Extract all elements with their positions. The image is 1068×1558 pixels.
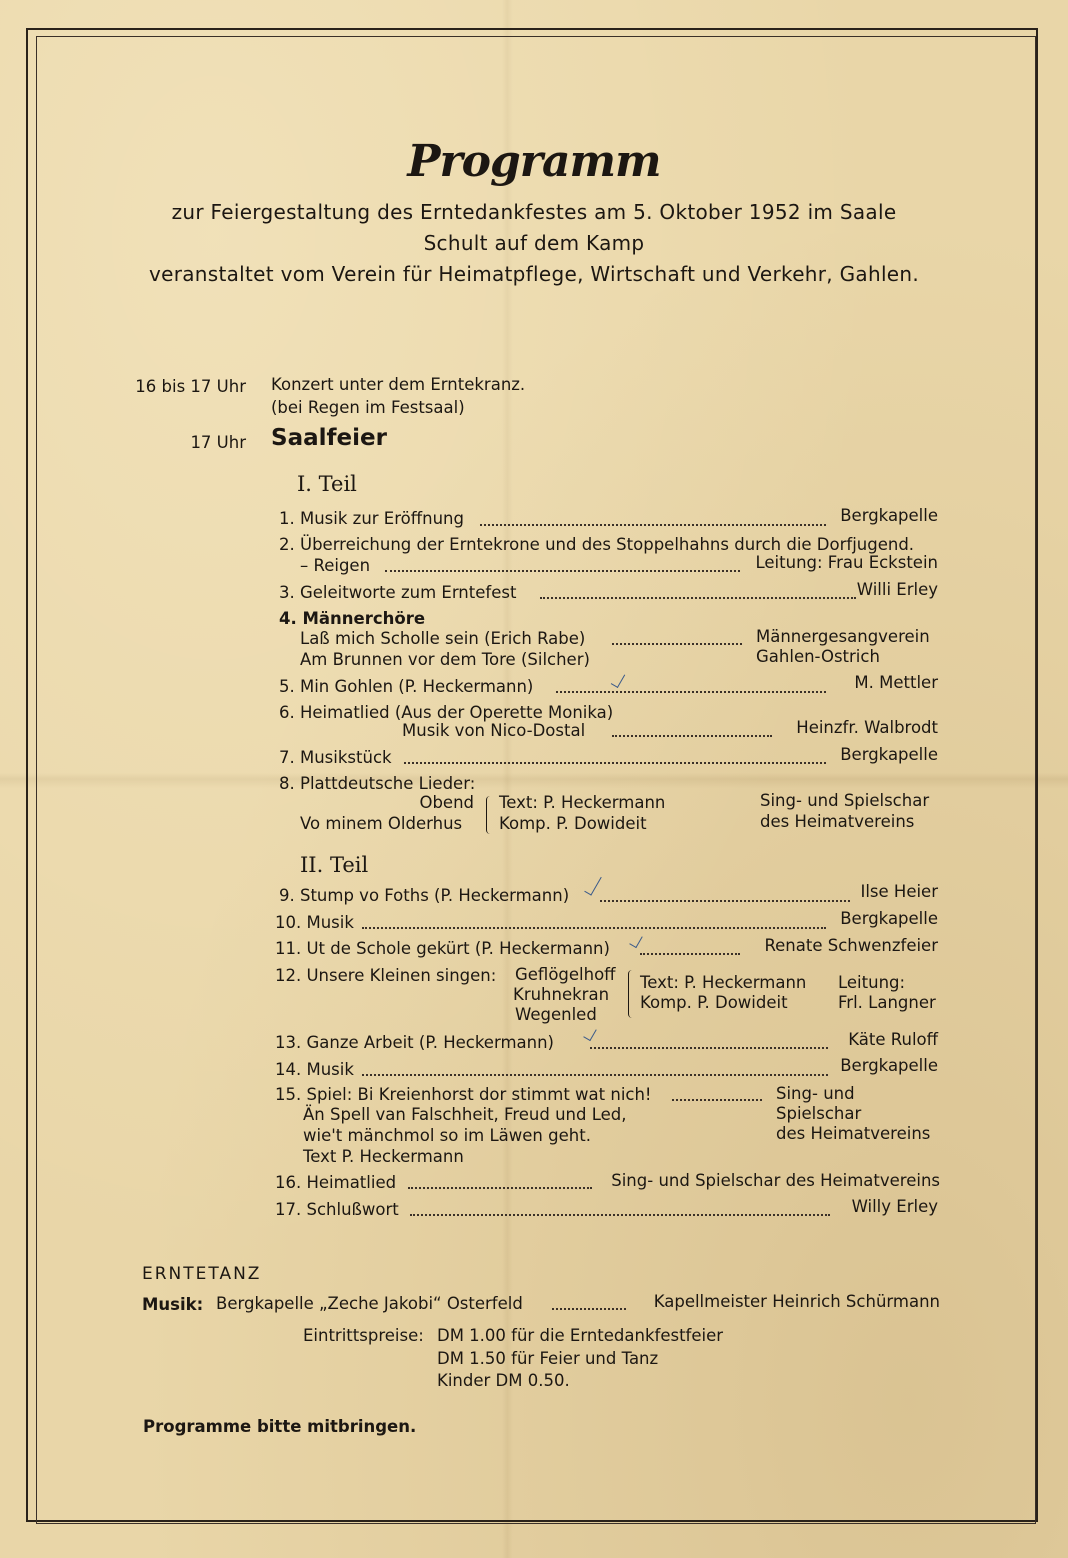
item10-label: 10. Musik: [275, 913, 354, 932]
music-leader: [552, 1308, 626, 1310]
prices-label: Eintrittspreise:: [303, 1326, 424, 1345]
item15-label: 15. Spiel: Bi Kreienhorst dor stimmt wat nich!: [275, 1085, 652, 1104]
slot2-time: 17 Uhr: [190, 433, 246, 452]
saalfeier-heading: Saalfeier: [271, 425, 387, 451]
item15-performer-1: Sing- und: [776, 1084, 855, 1103]
part2-heading: II. Teil: [300, 853, 369, 877]
item8-performer-1: Sing- und Spielschar: [760, 791, 930, 810]
item2-label: 2. Überreichung der Erntekrone und des Stoppelhahns durch die Dorfjugend.: [279, 535, 915, 554]
item7-performer: Bergkapelle: [840, 745, 938, 764]
item15-line2: Än Spell van Falschheit, Freud und Led,: [303, 1105, 627, 1124]
program-title: Programm: [407, 136, 661, 187]
item14-label: 14. Musik: [275, 1060, 354, 1079]
item12-lead-label: Leitung:: [838, 973, 906, 992]
dance-heading: ERNTETANZ: [142, 1264, 262, 1284]
item9-label: 9. Stump vo Foths (P. Heckermann): [279, 886, 570, 905]
item2-leader: [385, 570, 740, 572]
music-band: Bergkapelle „Zeche Jakobi“ Osterfeld: [216, 1294, 523, 1313]
item4-label: 4. Männerchöre: [279, 609, 426, 628]
item1-performer: Bergkapelle: [840, 506, 938, 525]
item4-leader: [612, 643, 742, 645]
subtitle-line-3: veranstaltet vom Verein für Heimatpflege, Wirtschaft und Verkehr, Gahlen.: [148, 262, 920, 286]
item8-song2: Vo minem Olderhus: [300, 814, 463, 833]
item12-lead-name: Frl. Langner: [838, 993, 936, 1012]
item6-performer: Heinzfr. Walbrodt: [796, 718, 938, 737]
price-line-2: DM 1.50 für Feier und Tanz: [437, 1349, 659, 1368]
subtitle-line-1: zur Feiergestaltung des Erntedankfestes am 5. Oktober 1952 im Saale: [171, 200, 897, 224]
item4-performer-1: Männergesangverein: [756, 627, 930, 646]
item2-sub: – Reigen: [300, 556, 371, 575]
price-line-1: DM 1.00 für die Erntedankfestfeier: [437, 1326, 724, 1345]
item17-label: 17. Schlußwort: [275, 1200, 399, 1219]
item12-song3: Wegenled: [515, 1005, 597, 1024]
item10-performer: Bergkapelle: [840, 909, 938, 928]
item8-brace: [486, 796, 493, 834]
part1-heading: I. Teil: [297, 472, 357, 496]
slot1-note: (bei Regen im Festsaal): [271, 398, 465, 417]
item6-sub: Musik von Nico-Dostal: [402, 721, 586, 740]
item15-performer-2: Spielschar: [776, 1104, 862, 1123]
conductor: Kapellmeister Heinrich Schürmann: [653, 1292, 940, 1311]
item12-label: 12. Unsere Kleinen singen:: [275, 966, 497, 985]
item15-performer-3: des Heimatvereins: [776, 1124, 931, 1143]
music-label: Musik:: [142, 1295, 204, 1314]
item15-line3: wie't mänchmol so im Läwen geht.: [303, 1126, 591, 1145]
item8-performer-2: des Heimatvereins: [760, 812, 915, 831]
item3-performer: Willi Erley: [856, 580, 938, 599]
item16-label: 16. Heimatlied: [275, 1173, 397, 1192]
item16-performer: Sing- und Spielschar des Heimatvereins: [611, 1171, 940, 1190]
item12-brace: [628, 970, 635, 1018]
item6-label: 6. Heimatlied (Aus der Operette Monika): [279, 703, 614, 722]
price-line-3: Kinder DM 0.50.: [437, 1371, 570, 1390]
item12-song2: Kruhnekran: [513, 985, 610, 1004]
item4-song1: Laß mich Scholle sein (Erich Rabe): [300, 629, 586, 648]
item11-performer: Renate Schwenzfeier: [764, 936, 938, 955]
item8-song1: Obend: [419, 793, 474, 812]
item4-song2: Am Brunnen vor dem Tore (Silcher): [300, 650, 590, 669]
item13-performer: Käte Ruloff: [848, 1030, 938, 1049]
item8-credit1: Text: P. Heckermann: [499, 793, 666, 812]
item8-credit2: Komp. P. Dowideit: [499, 814, 647, 833]
item14-performer: Bergkapelle: [840, 1056, 938, 1075]
item17-performer: Willy Erley: [851, 1197, 938, 1216]
item7-label: 7. Musikstück: [279, 748, 392, 767]
slot1-time: 16 bis 17 Uhr: [135, 377, 246, 396]
item12-credit2: Komp. P. Dowideit: [640, 993, 788, 1012]
item11-label: 11. Ut de Schole gekürt (P. Heckermann): [275, 939, 610, 958]
bring-program-note: Programme bitte mitbringen.: [143, 1417, 417, 1436]
item15-leader: [672, 1099, 762, 1101]
item5-performer: M. Mettler: [854, 673, 938, 692]
subtitle-line-2: Schult auf dem Kamp: [423, 231, 645, 255]
item5-label: 5. Min Gohlen (P. Heckermann): [279, 677, 534, 696]
item2-performer: Leitung: Frau Eckstein: [755, 553, 938, 572]
item3-label: 3. Geleitworte zum Erntefest: [279, 583, 517, 602]
item12-song1: Geflögelhoff: [515, 965, 616, 984]
item1-label: 1. Musik zur Eröffnung: [279, 509, 464, 528]
item15-line4: Text P. Heckermann: [303, 1147, 464, 1166]
item12-credit1: Text: P. Heckermann: [640, 973, 807, 992]
item8-label: 8. Plattdeutsche Lieder:: [279, 774, 476, 793]
item9-performer: Ilse Heier: [860, 882, 938, 901]
item4-performer-2: Gahlen-Ostrich: [756, 647, 880, 666]
item13-label: 13. Ganze Arbeit (P. Heckermann): [275, 1033, 554, 1052]
slot1-text: Konzert unter dem Erntekranz.: [271, 375, 526, 394]
